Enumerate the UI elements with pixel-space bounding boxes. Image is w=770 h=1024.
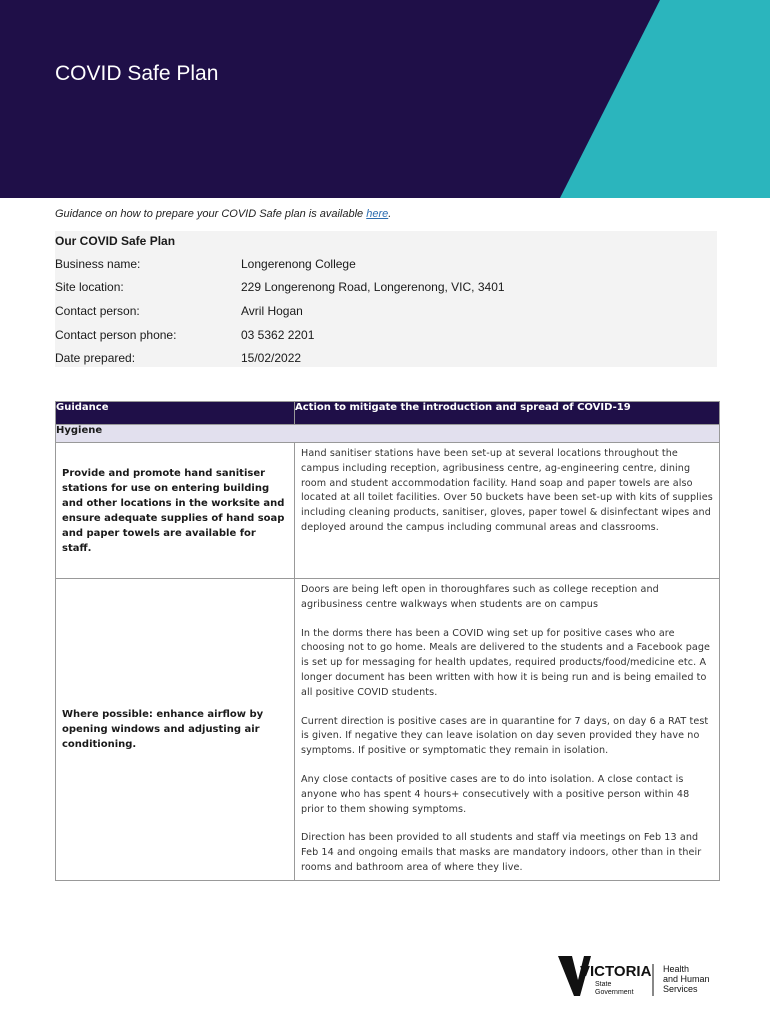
logo-word: VICTORIA [580,963,652,980]
action-paragraph: Hand sanitiser stations have been set-up at several locations throughout the campus including reception, agribusiness centre, ag-engineering centre, dining room and student accommodation facility. Hand soap and paper towels are also located at all toilet facilities. Over 50 buckets have been set-up with kits of supplies including cleaning products, sanitiser, gloves, paper towel & disinfectant wipes and deployed around the campus including communal areas and classrooms. [301,448,713,533]
field-label: Business name: [55,257,141,271]
section-title: Hygiene [56,425,720,443]
dept-line-3: Services [663,984,698,994]
header-banner [0,0,770,198]
column-header-guidance: Guidance [56,402,295,425]
table-row [56,443,720,579]
action-paragraph: Current direction is positive cases are in quarantine for 7 days, on day 6 a RAT test is given. If negative they can leave isolation on day seven provided they have no symptoms. If positive or symptomatic they remain in isolation. [301,715,709,757]
column-header-action: Action to mitigate the introduction and spread of COVID-19 [295,402,720,425]
plan-title: Our COVID Safe Plan [55,234,176,248]
logo-sub-state: State [595,981,612,988]
plan-details [55,231,717,367]
dept-line-2: and Human [663,974,710,984]
action-paragraph: Doors are being left open in thoroughfares such as college reception and agribusiness centre walkways when students are on campus [301,584,659,610]
action-paragraph: Direction has been provided to all students and staff via meetings on Feb 13 and Feb 14 and ongoing emails that masks are mandatory indoors, other than in their rooms and bathroom area of where they live. [301,832,702,873]
victoria-government-logo [558,950,728,1000]
guidance-cell: Provide and promote hand sanitiser stations for use on entering building and other locations in the worksite and ensure adequate supplies of hand soap and paper towels are available for staff. [56,443,295,579]
page-title: COVID Safe Plan [55,62,219,85]
field-value: Avril Hogan [241,304,303,318]
field-value: 03 5362 2201 [241,328,315,342]
field-value: 15/02/2022 [241,351,302,365]
action-cell [295,443,720,579]
guidance-cell: Where possible: enhance airflow by opening windows and adjusting air conditioning. [56,579,295,881]
guidance-link[interactable]: here [366,208,389,220]
logo-sub-government: Government [595,989,634,996]
action-paragraph: Any close contacts of positive cases are to do into isolation. A close contact is anyone who has spent 4 hours+ consecutively with a positive person within 48 prior to them showing symptoms. [301,773,690,815]
table-header-row [56,402,720,425]
field-label: Contact person phone: [55,328,177,342]
field-label: Date prepared: [55,351,136,365]
action-paragraph: In the dorms there has been a COVID wing set up for positive cases who are choosing not to go home. Meals are delivered to the students and a Facebook page is set up for messaging for health updates, required products/food/medicine etc. A longer document has been written with how it is being run and is being emailed to all positive COVID students. [301,627,711,698]
section-row-hygiene [56,425,720,443]
covid-safe-table [55,401,720,881]
teal-accent-shape [0,0,770,198]
guidance-note: Guidance on how to prepare your COVID Safe plan is available here. [55,208,392,220]
action-cell [295,579,720,881]
field-label: Contact person: [55,304,140,318]
field-label: Site location: [55,280,124,294]
field-value: 229 Longerenong Road, Longerenong, VIC, 3401 [241,280,505,294]
victoria-logo-icon [558,950,728,1000]
table-row [56,579,720,881]
dept-line-1: Health [663,964,690,974]
field-value: Longerenong College [241,257,356,271]
